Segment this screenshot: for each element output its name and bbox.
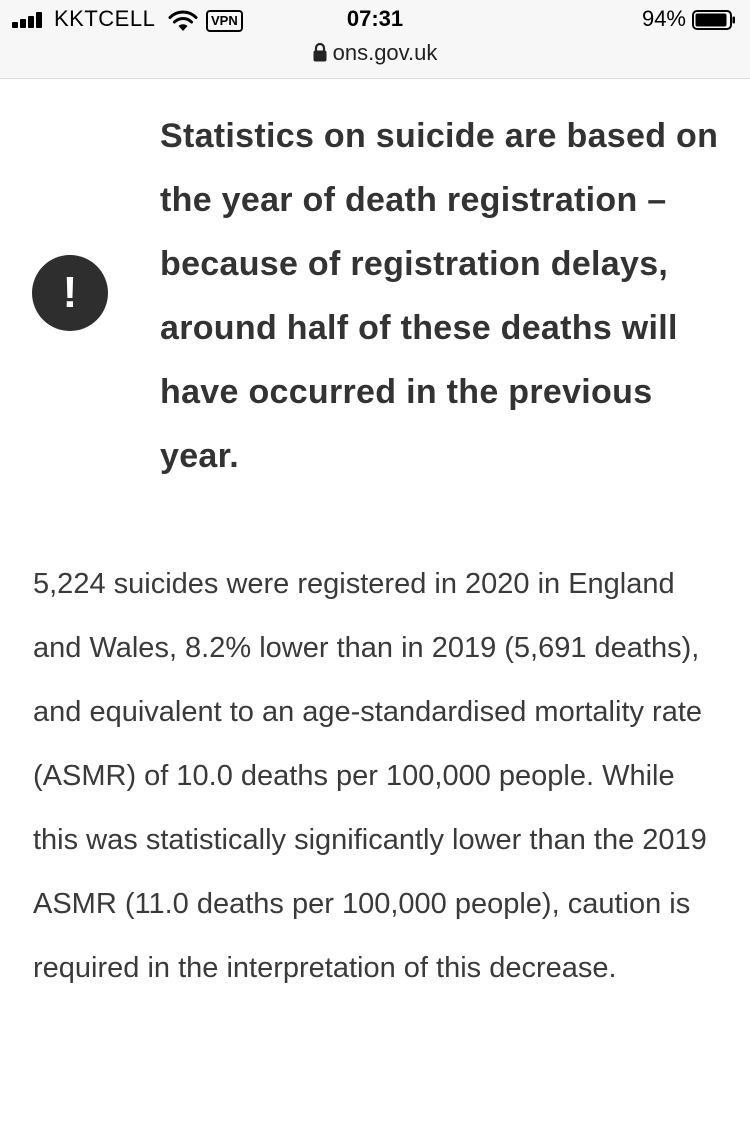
status-time: 07:31 xyxy=(346,6,404,31)
battery-percent: 94% xyxy=(641,6,686,31)
url-domain: ons.gov.uk xyxy=(332,40,438,65)
warning-callout-text: Statistics on suicide are based on the year of death registration – because of registration delays, around half of these deaths will have occurred in the previous year. xyxy=(160,117,719,475)
address-bar[interactable] xyxy=(0,40,750,66)
status-bar xyxy=(0,0,750,79)
carrier-name: KKTCELL xyxy=(54,6,156,31)
exclamation-icon: ! xyxy=(32,255,108,331)
battery-icon xyxy=(692,10,736,30)
vpn-badge: VPN xyxy=(206,10,243,32)
lock-icon xyxy=(313,42,327,62)
body-paragraph: 5,224 suicides were registered in 2020 in England and Wales, 8.2% lower than in 2019 (5,691 deaths), and equivalent to an age-standardised mortality rate (ASMR) of 10.0 deaths per 100,000 people. While this was statistically significantly lower than the 2019 ASMR (11.0 deaths per 100,000 people), caution is required in the interpretation of this decrease. xyxy=(33,568,707,984)
